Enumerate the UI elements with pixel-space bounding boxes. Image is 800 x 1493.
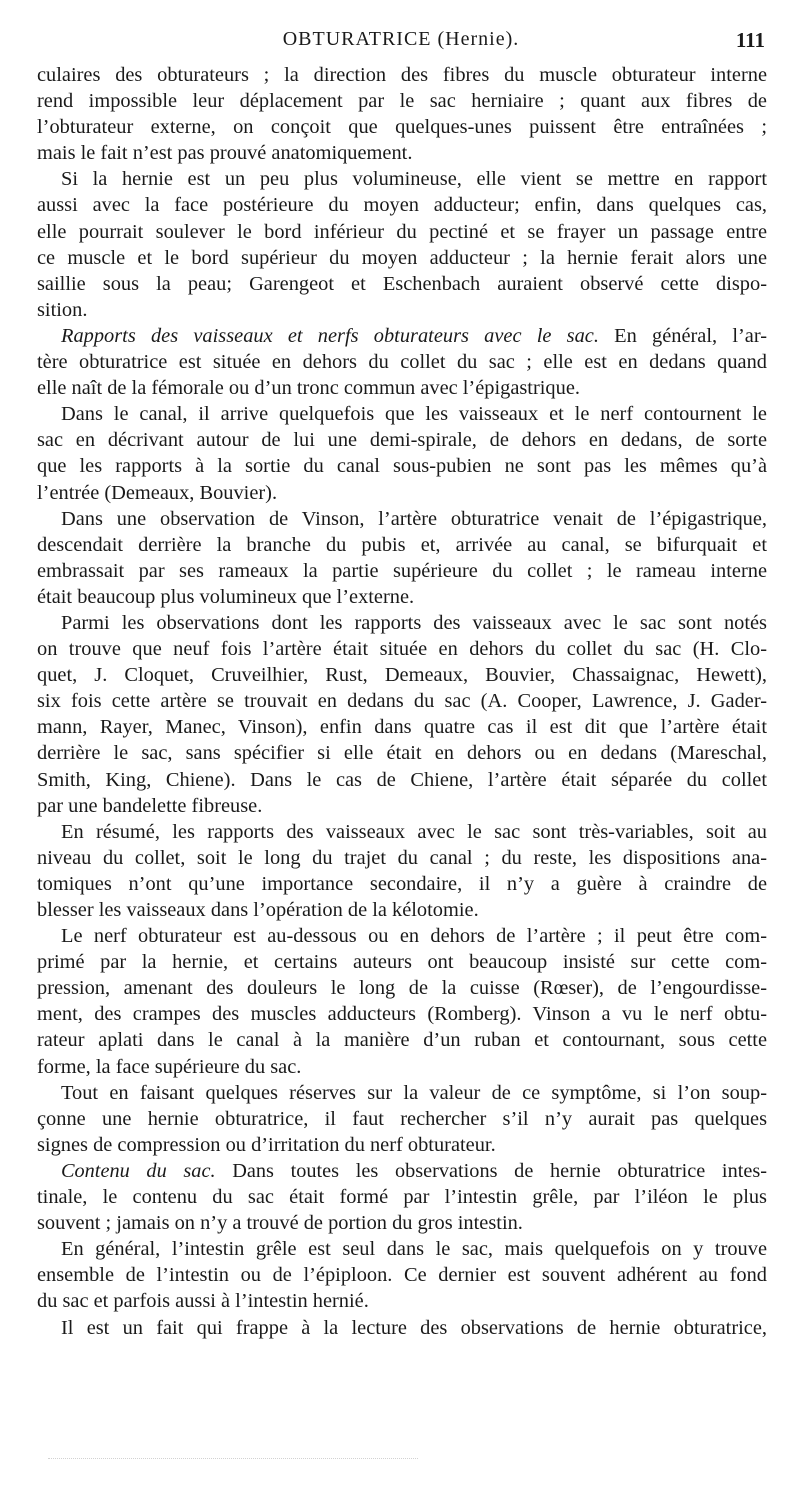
text-line: elle pourrait soulever le bord inférieur du pectiné et se frayer un passage entre <box>37 220 767 243</box>
text-line: mais le fait n’est pas prouvé anatomiquement. <box>37 142 413 165</box>
text-line: culaires des obturateurs ; la direction des fibres du muscle obturateur interne <box>37 64 767 86</box>
text-line: niveau du collet, soit le long du trajet du canal ; du reste, les dispositions ana- <box>37 846 767 869</box>
text-line: rateur aplati dans le canal à la manière d’un ruban et contournant, sous cette <box>37 1029 767 1052</box>
text-line: souvent ; jamais on n’y a trouvé de portion du gros intestin. <box>37 1212 523 1235</box>
text-line: elle naît de la fémorale ou d’un tronc commun avec l’épigastrique. <box>37 377 580 400</box>
text-line: Tout en faisant quelques réserves sur la valeur de ce symptôme, si l’on soup- <box>61 1081 767 1104</box>
text-line: Rapports des vaisseaux et nerfs obturateurs avec le sac. En général, l’ar- <box>61 324 767 347</box>
section-heading: Contenu du sac. <box>61 1159 216 1182</box>
text-line: çonne une hernie obturatrice, il faut rechercher s’il n’y aurait pas quelques <box>37 1107 767 1130</box>
section-heading: Rapports des vaisseaux et nerfs obturateurs avec le sac. <box>61 324 599 347</box>
text-line: En général, l’intestin grêle est seul dans le sac, mais quelquefois on y trouve <box>61 1238 767 1261</box>
text-line: on trouve que neuf fois l’artère était située en dehors du collet du sac (H. Clo- <box>37 638 767 661</box>
text-line: rend impossible leur déplacement par le sac herniaire ; quant aux fibres de <box>37 90 767 113</box>
text-line: que les rapports à la sortie du canal sous-pubien ne sont pas les mêmes qu’à <box>37 455 767 478</box>
faint-bottom-rule <box>48 1458 418 1459</box>
text-line: Le nerf obturateur est au-dessous ou en dehors de l’artère ; il peut être com- <box>61 925 767 948</box>
text-line: ment, des crampes des muscles adducteurs (Romberg). Vinson a vu le nerf obtu- <box>37 1003 767 1026</box>
text-line: tinale, le contenu du sac était formé par l’intestin grêle, par l’iléon le plus <box>37 1186 767 1209</box>
text-line: Contenu du sac. Dans toutes les observations de hernie obturatrice intes- <box>61 1159 767 1182</box>
text-line: Parmi les observations dont les rapports des vaisseaux avec le sac sont notés <box>61 611 767 634</box>
text-line: tomiques n’ont qu’une importance secondaire, il n’y a guère à craindre de <box>37 872 767 895</box>
text-line: mann, Rayer, Manec, Vinson), enfin dans quatre cas il est dit que l’artère était <box>37 716 767 739</box>
text-line: était beaucoup plus volumineux que l’externe. <box>37 585 415 608</box>
body-text <box>37 62 767 1341</box>
text-line: Dans le canal, il arrive quelquefois que les vaisseaux et le nerf contournent le <box>61 403 767 426</box>
text-line: saillie sous la peau; Garengeot et Eschenbach auraient observé cette dispo- <box>37 272 767 295</box>
text-line: descendait derrière la branche du pubis et, arrivée au canal, se bifurquait et <box>37 533 767 556</box>
page-number: 111 <box>735 28 765 52</box>
text-line: l’entrée (Demeaux, Bouvier). <box>37 481 278 504</box>
text-line: par une bandelette fibreuse. <box>37 794 263 817</box>
text-line: tère obturatrice est située en dehors du collet du sac ; elle est en dedans quand <box>37 351 767 374</box>
text-line: l’obturateur externe, on conçoit que quelques-unes puissent être entraînées ; <box>37 116 767 139</box>
text-line: sition. <box>37 298 88 321</box>
text-line: signes de compression ou d’irritation du nerf obturateur. <box>37 1133 496 1156</box>
text-line: primé par la hernie, et certains auteurs ont beaucoup insisté sur cette com- <box>37 951 767 974</box>
text-line: En résumé, les rapports des vaisseaux avec le sac sont très-variables, soit au <box>61 820 767 843</box>
text-line: Smith, King, Chiene). Dans le cas de Chiene, l’artère était séparée du collet <box>37 768 767 791</box>
text-line: Dans une observation de Vinson, l’artère obturatrice venait de l’épigastrique, <box>61 507 767 530</box>
text-line: derrière le sac, sans spécifier si elle était en dehors ou en dedans (Mareschal, <box>37 742 767 765</box>
text-line: forme, la face supérieure du sac. <box>37 1055 302 1078</box>
text-line: Si la hernie est un peu plus volumineuse, elle vient se mettre en rapport <box>61 168 767 191</box>
text-line: sac en décrivant autour de lui une demi-spirale, de dehors en dedans, de sorte <box>37 429 767 452</box>
text-line: ce muscle et le bord supérieur du moyen adducteur ; la hernie ferait alors une <box>37 246 767 269</box>
running-header <box>37 28 765 58</box>
text-line: six fois cette artère se trouvait en dedans du sac (A. Cooper, Lawrence, J. Gader- <box>37 690 767 713</box>
text-line: du sac et parfois aussi à l’intestin hernié. <box>37 1290 369 1313</box>
text-line: ensemble de l’intestin ou de l’épiploon. Ce dernier est souvent adhérent au fond <box>37 1264 767 1287</box>
text-line: embrassait par ses rameaux la partie supérieure du collet ; le rameau interne <box>37 559 767 582</box>
running-title: OBTURATRICE (Hernie). <box>282 28 520 50</box>
text-line: quet, J. Cloquet, Cruveilhier, Rust, Demeaux, Bouvier, Chassaignac, Hewett), <box>37 664 767 687</box>
text-line: pression, amenant des douleurs le long de la cuisse (Rœser), de l’engourdisse- <box>37 977 767 1000</box>
text-line: blesser les vaisseaux dans l’opération de la kélotomie. <box>37 899 479 921</box>
text-line: Il est un fait qui frappe à la lecture des observations de hernie obturatrice, <box>61 1316 767 1339</box>
text-line: aussi avec la face postérieure du moyen adducteur; enfin, dans quelques cas, <box>37 194 767 217</box>
